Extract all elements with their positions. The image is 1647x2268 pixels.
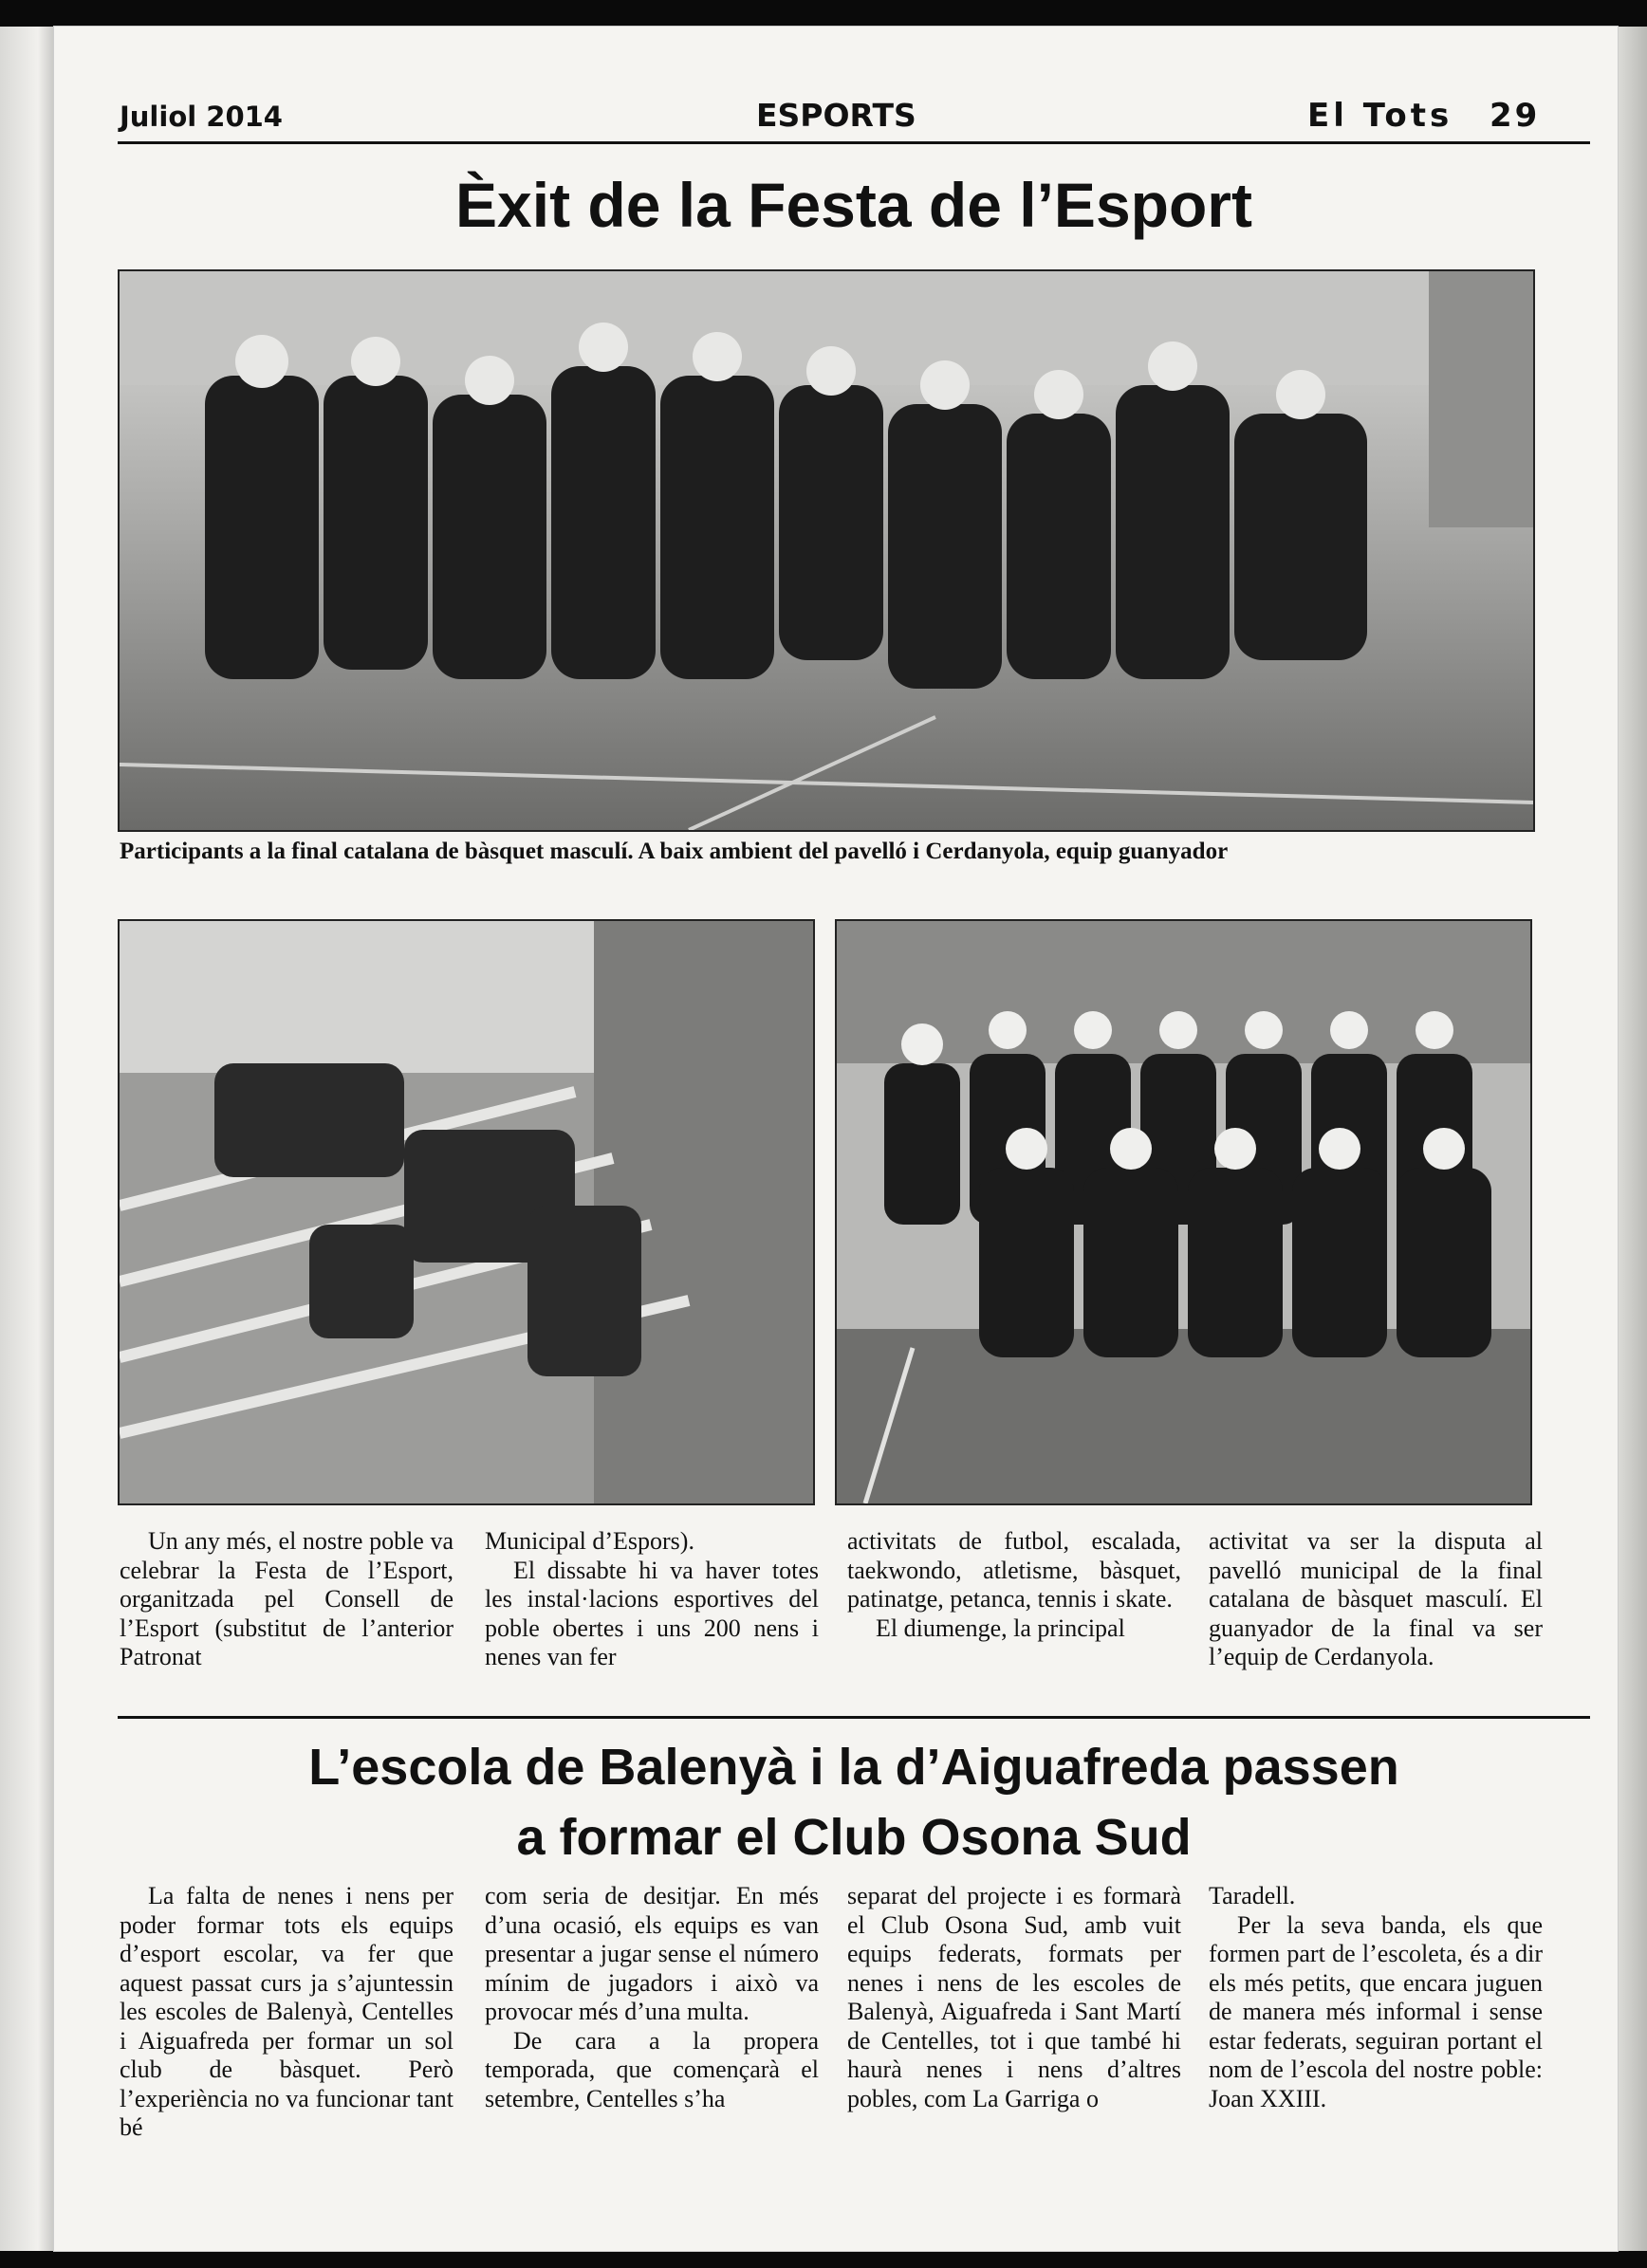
article2-paragraph: Per la seva banda, els que formen part de l’escoleta, és a dir els més petits, que encara juguen de manera més informal i sense estar federats, seguiran portant el nom de l’escola del nostre poble: Joan XXIII. (1209, 1910, 1543, 2112)
header-section: ESPORTS (756, 97, 916, 134)
article1-paragraph: activitats de futbol, escalada, taekwondo, atletisme, bàsquet, patinatge, petanca, tennis i skate. (847, 1527, 1181, 1613)
article1-title: Èxit de la Festa de l’Esport (455, 170, 1252, 240)
article2-title-line1: L’escola de Balenyà i la d’Aiguafreda passen (308, 1739, 1399, 1796)
article2-paragraph: De cara a la propera temporada, que començarà el setembre, Centelles s’ha (485, 2026, 819, 2112)
winning-team-photo-image (837, 921, 1530, 1503)
article1-caption: Participants a la final catalana de bàsquet masculí. A baix ambient del pavelló i Cerdanyola, equip guanyador (120, 839, 1229, 864)
article2-paragraph: Taradell. (1209, 1882, 1296, 1909)
article2-column-1 (120, 1882, 453, 2143)
article1-column-2 (485, 1527, 819, 1672)
article2-title (118, 1732, 1590, 1872)
header-page-number: 29 (1490, 97, 1541, 135)
article2-column-2 (485, 1882, 819, 2113)
article2-paragraph: separat del projecte i es formarà el Club Osona Sud, amb vuit equips federats, formats per nenes i nens de les escoles de Balenyà, Aiguafreda i Sant Martí de Centelles, tot i que també hi haurà nenes i nens d’altres pobles, com La Garriga o (847, 1882, 1181, 2112)
header-publication: El Tots (1307, 97, 1453, 135)
article1-paragraph: El diumenge, la principal (876, 1613, 1125, 1642)
article1-paragraph: El dissabte hi va haver totes les instal·lacions esportives del poble obertes i uns 200 nens i nenes van fer (485, 1556, 819, 1670)
spectators-photo-image (120, 921, 813, 1503)
article2-column-3 (847, 1882, 1181, 2113)
article2-paragraph: La falta de nenes i nens per poder formar tots els equips d’esport escolar, va fer que aquest passat curs ja s’ajuntessin les escoles de Balenyà, Centelles i Aiguafreda per formar un sol club de bàsquet. Però l’experiència no va funcionar tant bé (120, 1882, 453, 2141)
article2-column-4 (1209, 1882, 1543, 2113)
header-date: Juliol 2014 (120, 101, 283, 133)
winning-team-photo (835, 919, 1532, 1505)
main-team-photo (118, 269, 1535, 832)
page-edge (1618, 27, 1647, 2251)
page-spine (0, 27, 54, 2251)
article1-paragraph: Municipal d’Espors). (485, 1527, 694, 1555)
article1-column-1 (120, 1527, 453, 1672)
article1-column-3 (847, 1527, 1181, 1643)
spectators-photo (118, 919, 815, 1505)
article2-title-line2: a formar el Club Osona Sud (516, 1809, 1192, 1866)
article2-paragraph: com seria de desitjar. En més d’una ocasió, els equips es van presentar a jugar sense el número mínim de jugadors i això va provocar més d’una multa. (485, 1882, 819, 2025)
article1-paragraph: Un any més, el nostre poble va celebrar la Festa de l’Esport, organitzada pel Consell de l’Esport (substitut de l’anterior Patronat (120, 1527, 453, 1670)
header-rule (118, 141, 1590, 144)
article1-column-4 (1209, 1527, 1543, 1672)
section-rule (118, 1716, 1590, 1719)
main-photo-image (120, 271, 1533, 830)
article1-paragraph: activitat va ser la disputa al pavelló municipal de la final catalana de bàsquet masculí. El guanyador de la final va ser l’equip de Cerdanyola. (1209, 1527, 1543, 1670)
newspaper-page (54, 27, 1618, 2251)
